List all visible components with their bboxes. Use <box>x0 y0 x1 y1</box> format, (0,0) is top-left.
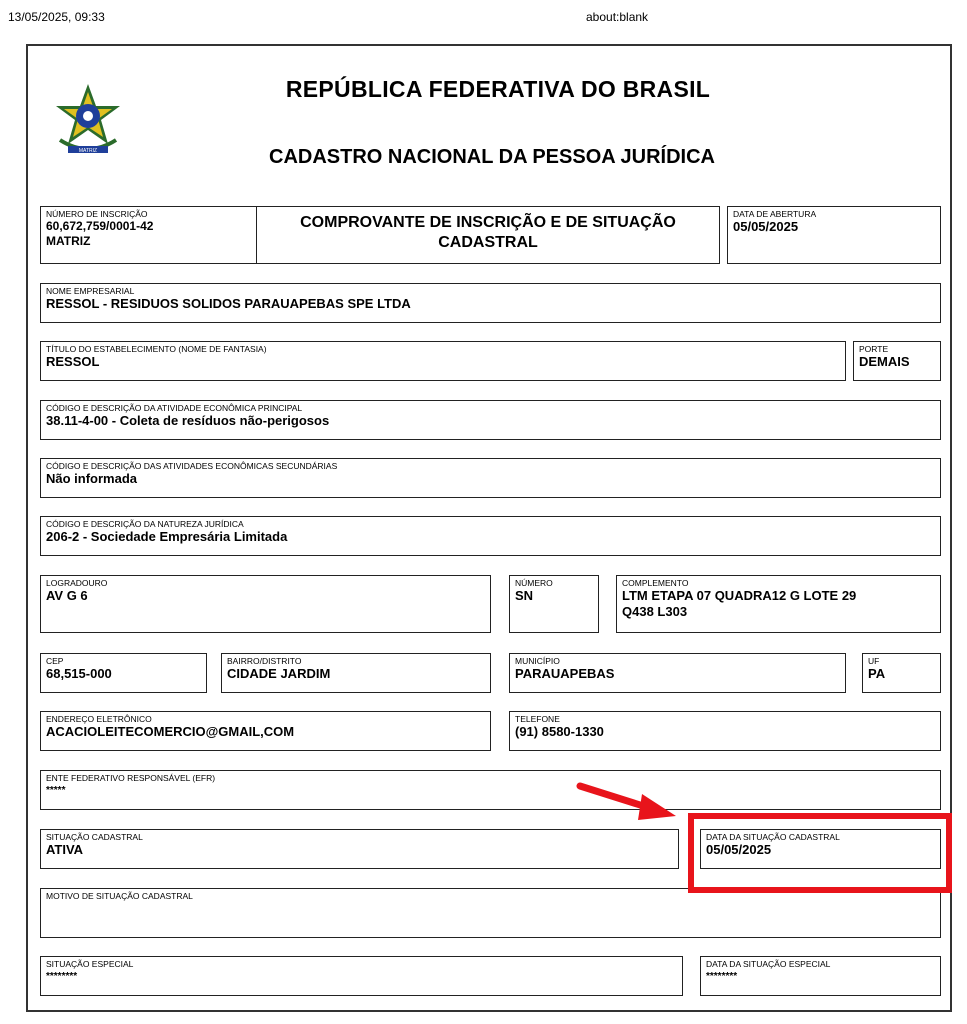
telefone-value: (91) 8580-1330 <box>515 724 604 739</box>
page-title: REPÚBLICA FEDERATIVA DO BRASIL <box>285 76 711 102</box>
bairro-box <box>221 653 491 693</box>
document-title: COMPROVANTE DE INSCRIÇÃO E DE SITUAÇÃO CADASTRAL <box>256 206 720 264</box>
complemento-value: LTM ETAPA 07 QUADRA12 G LOTE 29 <box>622 588 857 603</box>
data-situacao-cadastral-value: 05/05/2025 <box>706 842 772 857</box>
data-abertura-value: 05/05/2025 <box>733 219 799 234</box>
data-abertura-box <box>727 206 941 264</box>
atividade-principal-value: 38.11-4-00 - Coleta de resíduos não-perigosos <box>46 413 330 428</box>
data-situacao-especial-value: ******** <box>706 971 738 982</box>
email-label: ENDEREÇO ELETRÔNICO <box>46 714 152 724</box>
red-arrow-icon <box>576 780 686 824</box>
uf-value: PA <box>868 666 886 681</box>
situacao-especial-box <box>40 956 683 996</box>
cep-label: CEP <box>46 656 64 666</box>
data-situacao-especial-label: DATA DA SITUAÇÃO ESPECIAL <box>706 959 831 969</box>
situacao-cadastral-label: SITUAÇÃO CADASTRAL <box>46 832 143 842</box>
porte-value: DEMAIS <box>859 354 910 369</box>
atividades-secundarias-label: CÓDIGO E DESCRIÇÃO DAS ATIVIDADES ECONÔMICAS SECUNDÁRIAS <box>46 461 338 471</box>
atividade-principal-box <box>40 400 941 440</box>
efr-label: ENTE FEDERATIVO RESPONSÁVEL (EFR) <box>46 773 216 783</box>
data-abertura-label: DATA DE ABERTURA <box>733 209 817 219</box>
efr-value: ***** <box>46 785 66 796</box>
logradouro-label: LOGRADOURO <box>46 578 108 588</box>
logradouro-box <box>40 575 491 633</box>
numero-inscricao-label: NÚMERO DE INSCRIÇÃO <box>46 209 148 219</box>
numero-inscricao-type: MATRIZ <box>46 234 91 248</box>
complemento-box <box>616 575 941 633</box>
telefone-label: TELEFONE <box>515 714 560 724</box>
motivo-situacao-box <box>40 888 941 938</box>
situacao-cadastral-box <box>40 829 679 869</box>
data-situacao-especial-box <box>700 956 941 996</box>
situacao-especial-value: ******** <box>46 971 78 982</box>
brazil-coat-of-arms-icon <box>50 80 126 164</box>
titulo-estabelecimento-value: RESSOL <box>46 354 100 369</box>
email-box <box>40 711 491 751</box>
atividades-secundarias-value: Não informada <box>46 471 138 486</box>
nome-empresarial-box <box>40 283 941 323</box>
bairro-label: BAIRRO/DISTRITO <box>227 656 302 666</box>
atividades-secundarias-box <box>40 458 941 498</box>
situacao-especial-label: SITUAÇÃO ESPECIAL <box>46 959 134 969</box>
complemento-label: COMPLEMENTO <box>622 578 689 588</box>
natureza-juridica-label: CÓDIGO E DESCRIÇÃO DA NATUREZA JURÍDICA <box>46 519 244 529</box>
uf-box <box>862 653 941 693</box>
nome-empresarial-label: NOME EMPRESARIAL <box>46 286 135 296</box>
numero-label: NÚMERO <box>515 578 553 588</box>
red-highlight-box <box>688 813 952 893</box>
logradouro-value: AV G 6 <box>46 588 88 603</box>
bairro-value: CIDADE JARDIM <box>227 666 331 681</box>
situacao-cadastral-value: ATIVA <box>46 842 84 857</box>
email-value: ACACIOLEITECOMERCIO@GMAIL,COM <box>46 724 295 739</box>
telefone-box <box>509 711 941 751</box>
print-url: about:blank <box>586 10 649 24</box>
motivo-situacao-label: MOTIVO DE SITUAÇÃO CADASTRAL <box>46 891 193 901</box>
titulo-estabelecimento-box <box>40 341 846 381</box>
complemento-value-2: Q438 L303 <box>622 604 688 619</box>
natureza-juridica-value: 206-2 - Sociedade Empresária Limitada <box>46 529 288 544</box>
numero-box <box>509 575 599 633</box>
numero-inscricao-box <box>40 206 257 264</box>
atividade-principal-label: CÓDIGO E DESCRIÇÃO DA ATIVIDADE ECONÔMICA PRINCIPAL <box>46 403 303 413</box>
uf-label: UF <box>868 656 880 666</box>
porte-box <box>853 341 941 381</box>
emblem-text: MATRIZ <box>78 148 98 154</box>
nome-empresarial-value: RESSOL - RESIDUOS SOLIDOS PARAUAPEBAS SPE LTDA <box>46 296 411 311</box>
natureza-juridica-box <box>40 516 941 556</box>
municipio-label: MUNICÍPIO <box>515 656 560 666</box>
municipio-box <box>509 653 846 693</box>
print-datetime: 13/05/2025, 09:33 <box>8 10 105 24</box>
titulo-estabelecimento-label: TÍTULO DO ESTABELECIMENTO (NOME DE FANTASIA) <box>46 344 267 354</box>
efr-box <box>40 770 941 810</box>
porte-label: PORTE <box>859 344 889 354</box>
page-subtitle: CADASTRO NACIONAL DA PESSOA JURÍDICA <box>269 146 715 168</box>
numero-value: SN <box>515 588 534 603</box>
cep-box <box>40 653 207 693</box>
municipio-value: PARAUAPEBAS <box>515 666 615 681</box>
cep-value: 68,515-000 <box>46 666 112 681</box>
numero-inscricao-value: 60,672,759/0001-42 <box>46 219 154 233</box>
data-situacao-cadastral-label: DATA DA SITUAÇÃO CADASTRAL <box>706 832 840 842</box>
